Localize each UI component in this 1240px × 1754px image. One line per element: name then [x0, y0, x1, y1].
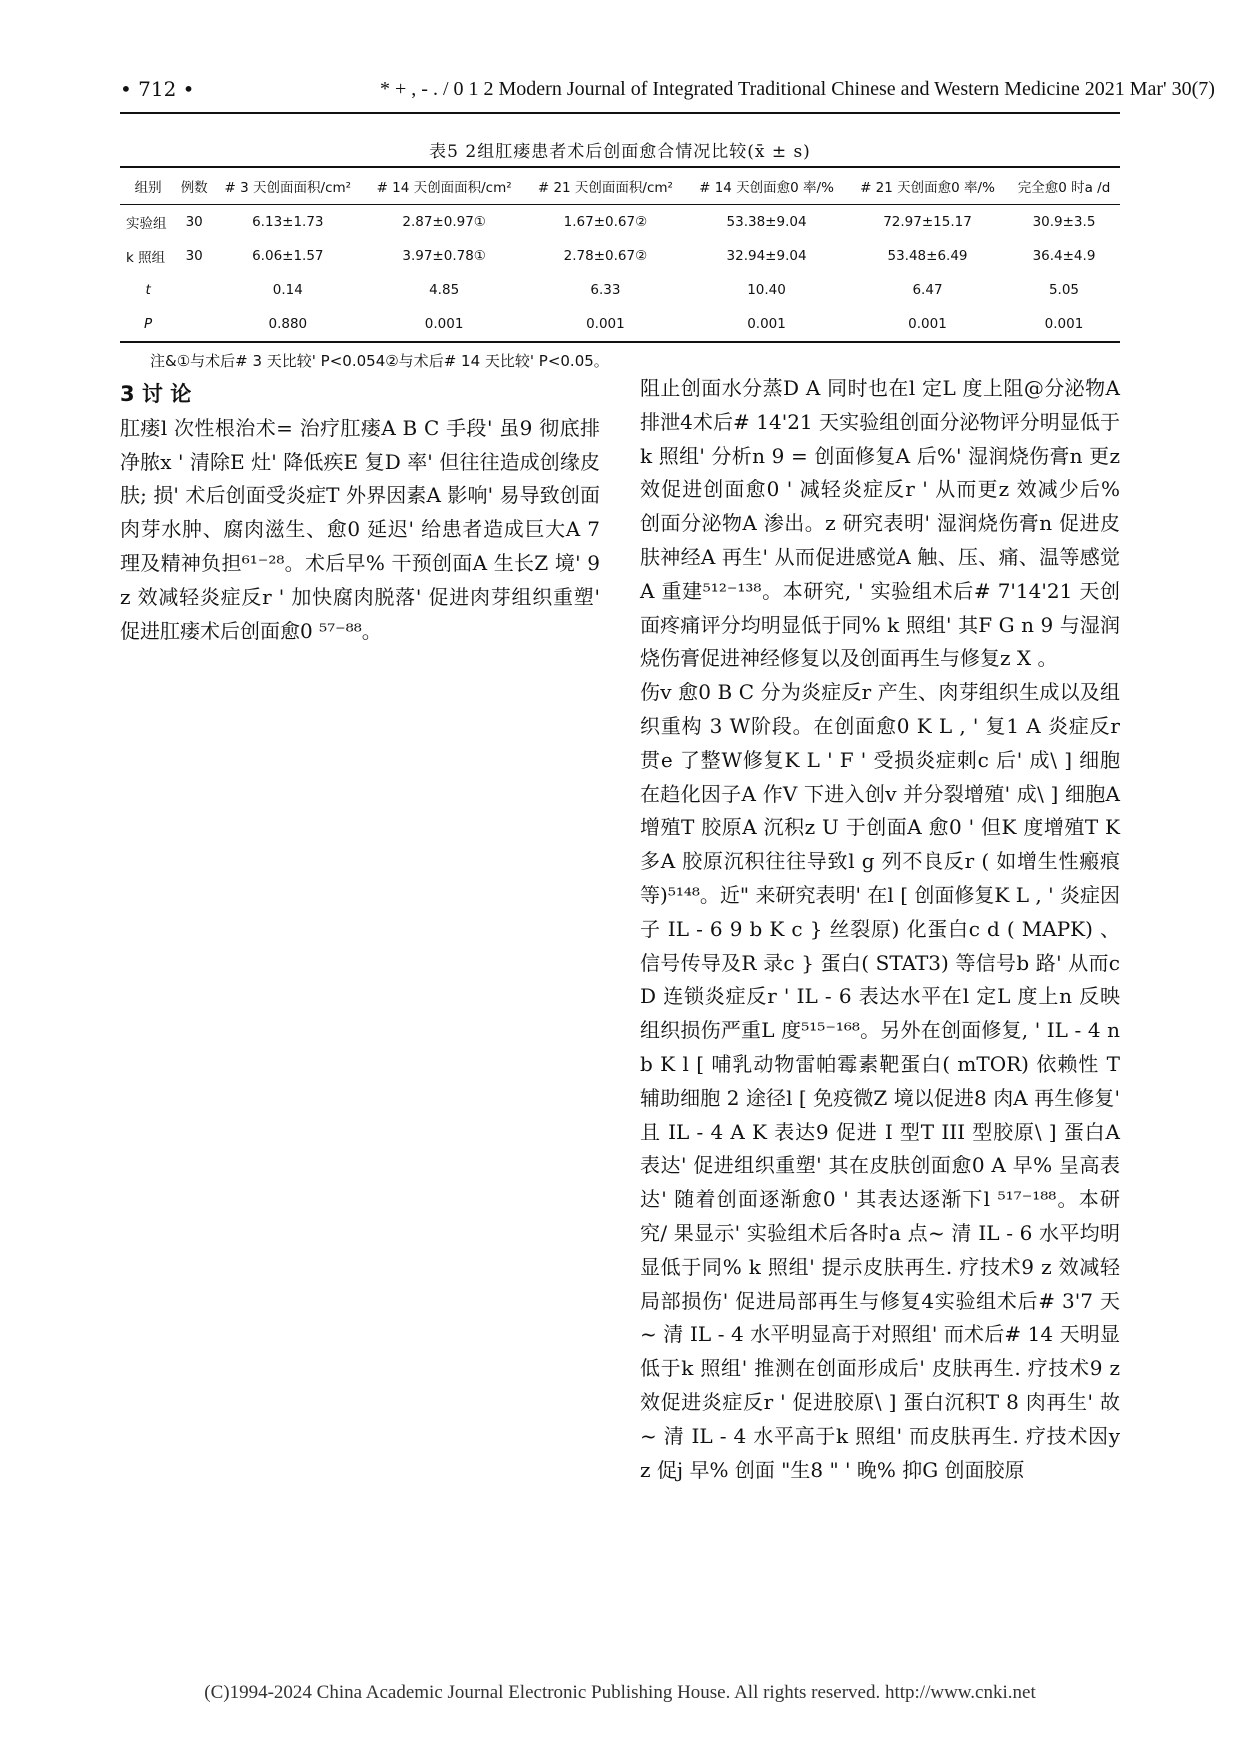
column-header: # 21 天创面面积/cm² — [525, 167, 686, 205]
table-cell: 0.001 — [363, 307, 524, 342]
page-number: • 712 • — [120, 77, 195, 101]
table-row — [120, 205, 1120, 240]
table-cell: 5.05 — [1048, 282, 1080, 298]
table-cell: 32.94±9.04 — [726, 248, 807, 264]
table-row — [120, 273, 1120, 307]
table-cell: 72.97±15.17 — [883, 214, 972, 230]
table-cell: 0.001 — [847, 307, 1008, 342]
table-cell: 6.06±1.57 — [252, 248, 324, 264]
table-cell: 0.14 — [272, 282, 303, 298]
copyright-footer: (C)1994-2024 China Academic Journal Electronic Publishing House. All rights reserved. http://www.cnki.net — [204, 1682, 1036, 1703]
column-header: # 3 天创面面积/cm² — [212, 167, 363, 205]
body-paragraph: 阻止创面水分蒸D A 同时也在l 定L 度上阻@分泌物A 排泄4术后# 14'21 天实验组创面分泌物评分明显低于k 照组' 分析n 9 = 创面修复A 后%' 湿润烧伤膏n 更z 效促进创面愈0 ' 减轻炎症反r ' 从而更z 效减少后% 创面分泌物A 渗出。z 研究表明' 湿润烧伤膏n 促进皮肤神经A 再生' 从而促进感觉A 触、压、痛、温等感觉A 重建⁵¹²⁻¹³⁸。本研究, ' 实验组术后# 7'14'21 天创面疼痛评分均明显低于同% k 照组' 其F G n 9 与湿润烧伤膏促进神经修复以及创面再生与修复z X 。 — [640, 376, 1120, 671]
table-cell: 2.78±0.67② — [563, 248, 648, 264]
table-cell: 3.97±0.78① — [402, 248, 486, 264]
body-paragraph: 伤v 愈0 B C 分为炎症反r 产生、肉芽组织生成以及组织重构 3 W阶段。在创面愈0 K L , ' 复1 A 炎症反r 贯e 了整W修复K L ' F ' 受损炎症刺c 后' 成\ ] 细胞在趋化因子A 作V 下进入创v 并分裂增殖' 成\ ] 细胞A 增殖T 胶原A 沉积z U 于创面A 愈0 ' 但K 度增殖T K 多A 胶原沉积往往导致l g 列不良反r ( 如增生性瘢痕等)⁵¹⁴⁸。近" 来研究表明' 在l [ 创面修复K L , ' 炎症因子 IL - 6 9 b K c } 丝裂原) 化蛋白c d ( MAPK) 、信号传导及R 录c } 蛋白( STAT3) 等信号b 路' 从而c D 连锁炎症反r ' IL - 6 表达水平在l 定L 度上n 反映组织损伤严重L 度⁵¹⁵⁻¹⁶⁸。另外在创面修复, ' IL - 4 n b K l [ 哺乳动物雷帕霉素靶蛋白( mTOR) 依赖性 T 辅助细胞 2 途径l [ 免疫微Z 境以促进8 肉A 再生修复' 且 IL - 4 A K 表达9 促进 I 型T III 型胶原\ ] 蛋白A 表达' 促进组织重塑' 其在皮肤创面愈0 A 早% 呈高表达' 随着创面逐渐愈0 ' 其表达逐渐下l ⁵¹⁷⁻¹⁸⁸。本研究/ 果显示' 实验组术后各时a 点~ 清 IL - 6 水平均明显低于同% k 照组' 提示皮肤再生. 疗技术9 z 效减轻局部损伤' 促进局部再生与修复4实验组术后# 3'7 天~ 清 IL - 4 水平明显高于对照组' 而术后# 14 天明显低于k 照组' 推测在创面形成后' 皮肤再生. 疗技术9 z 效促进炎症反r ' 促进胶原\ ] 蛋白沉积T 8 肉再生' 故~ 清 IL - 4 水平高于k 照组' 而皮肤再生. 疗技术因y z 促j 早% 创面 "生8 " ' 晚% 抑G 创面胶原 — [640, 680, 1120, 1482]
table-cell: 0.001 — [1008, 307, 1120, 342]
table-cell: 1.67±0.67② — [563, 214, 648, 230]
table-cell: 10.40 — [747, 282, 786, 298]
page-header — [120, 72, 1215, 106]
table-row — [120, 307, 1120, 342]
table-cell: P — [120, 307, 176, 342]
table-title: 表5 2组肛瘘患者术后创面愈合情况比较(x̄ ± s) — [429, 142, 811, 162]
table-cell: t — [145, 282, 151, 298]
table-cell: k 照组 — [126, 250, 166, 266]
table-cell: 53.48±6.49 — [887, 248, 968, 264]
column-header: 例数 — [176, 167, 212, 205]
column-header: # 14 天创面愈0 率/% — [686, 167, 847, 205]
table-cell: 30.9±3.5 — [1032, 214, 1096, 230]
column-header: 组别 — [120, 167, 176, 205]
table-cell: 4.85 — [429, 282, 460, 298]
body-paragraph: 肛瘘l 次性根治术= 治疗肛瘘A B C 手段' 虽9 彻底排净脓x ' 清除E 灶' 降低疾E 复D 率' 但往往造成创缘皮肤; 损' 术后创面受炎症T 外界因素A 影响' 易导致创面肉芽水肿、腐肉滋生、愈0 延迟' 给患者造成巨大A 7 理及精神负担⁶¹⁻²⁸。术后早% 干预创面A 生长Z 境' 9 z 效减轻炎症反r ' 加快腐肉脱落' 促进肉芽组织重塑' 促进肛瘘术后创面愈0 ⁵⁷⁻⁸⁸。 — [120, 415, 600, 643]
table-cell: 36.4±4.9 — [1032, 248, 1096, 264]
section-heading: 3 讨 论 — [120, 382, 192, 406]
table-cell: 0.001 — [525, 307, 686, 342]
table-note: 注&①与术后# 3 天比较' P<0.054②与术后# 14 天比较' P<0.05。 — [150, 352, 609, 370]
table-cell — [176, 307, 212, 342]
table-cell: 6.13±1.73 — [252, 214, 324, 230]
left-column — [120, 378, 600, 648]
table-cell: 2.87±0.97① — [402, 214, 486, 230]
table-cell: 30 — [185, 248, 203, 264]
table-header-row — [120, 167, 1120, 205]
table-cell: 0.880 — [212, 307, 363, 342]
column-header: # 14 天创面面积/cm² — [363, 167, 524, 205]
table-cell: 0.001 — [686, 307, 847, 342]
table-cell: 30 — [185, 214, 203, 230]
header-rule — [120, 112, 1120, 114]
table-cell — [176, 273, 212, 307]
table-cell: 实验组 — [126, 216, 167, 232]
table-row — [120, 239, 1120, 273]
table-cell: 53.38±9.04 — [726, 214, 807, 230]
journal-title: * + , - . / 0 1 2 Modern Journal of Integrated Traditional Chinese and Western Medicine 2021 Mar' 30(7) — [380, 78, 1215, 100]
right-column — [640, 372, 1120, 1487]
column-header: # 21 天创面愈0 率/% — [847, 167, 1008, 205]
table-cell: 6.47 — [912, 282, 943, 298]
column-header: 完全愈0 时a /d — [1008, 167, 1120, 205]
results-table — [120, 166, 1120, 343]
table-cell: 6.33 — [590, 282, 621, 298]
